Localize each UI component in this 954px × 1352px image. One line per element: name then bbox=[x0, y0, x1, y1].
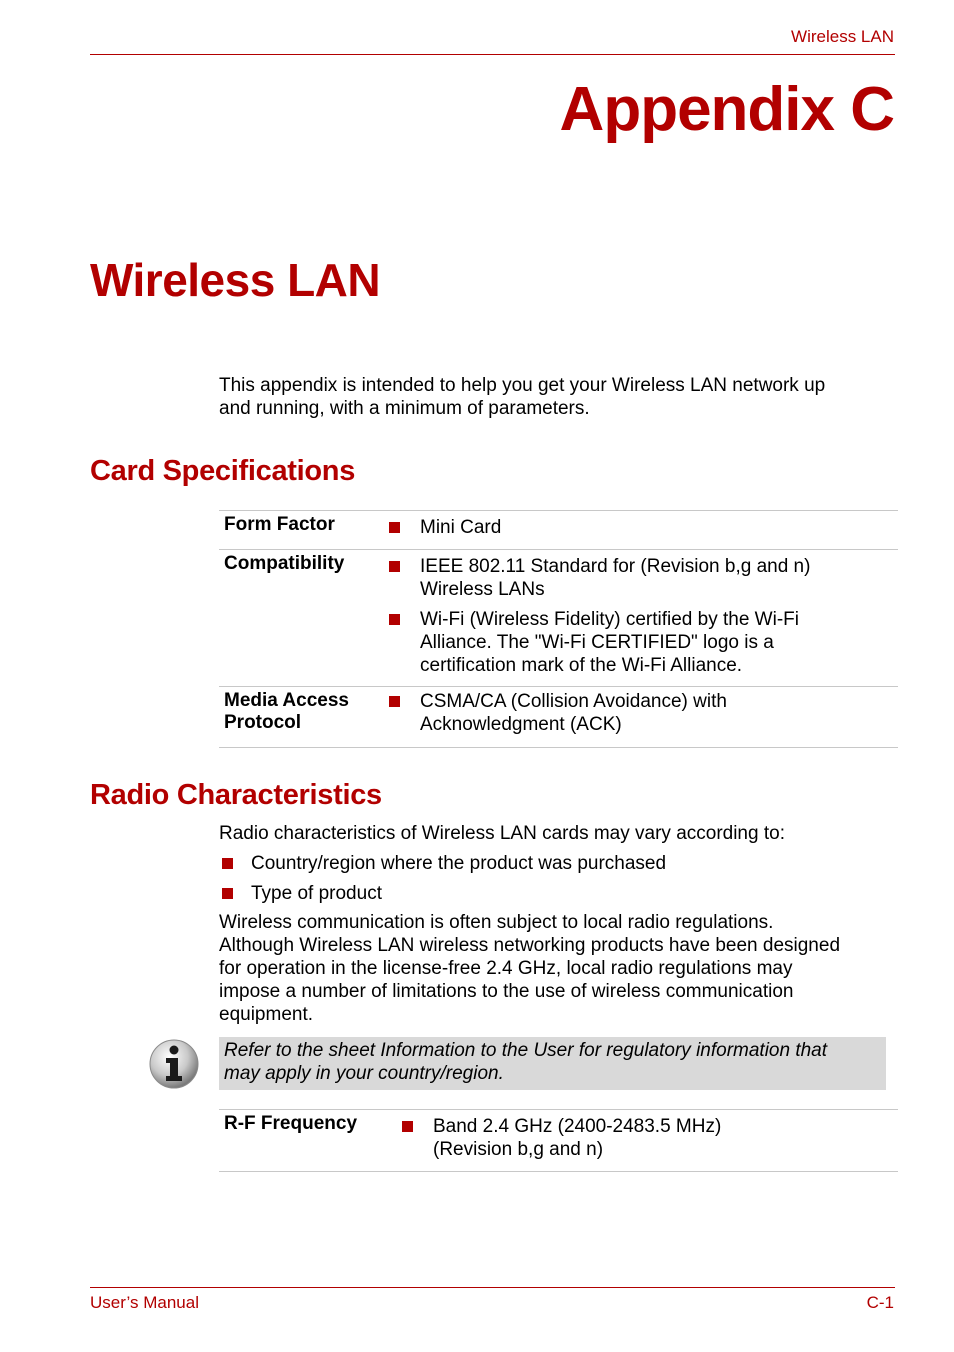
card-spec-table bbox=[219, 510, 898, 748]
spec-item: Wi-Fi (Wireless Fidelity) certified by the Wi-Fi Alliance. The "Wi-Fi CERTIFIED" logo is a certification mark of the Wi-Fi Alliance. bbox=[389, 608, 898, 677]
intro-line: This appendix is intended to help you get your Wireless LAN network up bbox=[219, 375, 826, 396]
square-bullet-icon bbox=[402, 1121, 413, 1132]
spec-row-rf-frequency bbox=[219, 1109, 898, 1172]
footer-rule bbox=[90, 1287, 895, 1288]
spec-label: Form Factor bbox=[224, 514, 335, 535]
intro-paragraph bbox=[219, 374, 899, 420]
square-bullet-icon bbox=[389, 522, 400, 533]
spec-label: Media Access Protocol bbox=[224, 690, 349, 733]
square-bullet-icon bbox=[389, 614, 400, 625]
info-icon bbox=[148, 1038, 200, 1090]
spec-row-form-factor bbox=[219, 510, 898, 549]
radio-intro: Radio characteristics of Wireless LAN cards may vary according to: bbox=[219, 823, 785, 844]
spec-row-compatibility bbox=[219, 549, 898, 686]
rf-frequency-table bbox=[219, 1109, 898, 1172]
appendix-title: Appendix C bbox=[559, 75, 894, 144]
running-header: Wireless LAN bbox=[791, 27, 894, 46]
list-item: Type of product bbox=[219, 882, 899, 912]
header-rule bbox=[90, 54, 895, 55]
chapter-title: Wireless LAN bbox=[90, 254, 381, 306]
spec-item: CSMA/CA (Collision Avoidance) with Acknowledgment (ACK) bbox=[389, 690, 898, 736]
square-bullet-icon bbox=[222, 858, 233, 869]
spec-item: Band 2.4 GHz (2400-2483.5 MHz) (Revision b,g and n) bbox=[402, 1115, 898, 1161]
footer-manual-title: User’s Manual bbox=[90, 1293, 199, 1312]
page-number: C-1 bbox=[866, 1293, 894, 1312]
list-item: Country/region where the product was purchased bbox=[219, 852, 899, 882]
spec-row-media-access-protocol bbox=[219, 686, 898, 748]
spec-label: Compatibility bbox=[224, 553, 345, 574]
square-bullet-icon bbox=[389, 696, 400, 707]
radio-characteristics-heading: Radio Characteristics bbox=[90, 779, 382, 811]
intro-line: and running, with a minimum of parameters. bbox=[219, 398, 590, 419]
card-specifications-heading: Card Specifications bbox=[90, 455, 356, 487]
radio-bullet-list bbox=[219, 852, 899, 912]
square-bullet-icon bbox=[222, 888, 233, 899]
spec-item: Mini Card bbox=[389, 516, 898, 539]
radio-paragraph: Wireless communication is often subject to local radio regulations. Although Wireless LAN wireless networking products have been designed for operation in the license-free 2.4 GHz, local radio regulations may impose a number of limitations to the use of wireless communication equipment. bbox=[219, 912, 841, 1025]
spec-item: IEEE 802.11 Standard for (Revision b,g and n) Wireless LANs bbox=[389, 555, 898, 601]
spec-label: R-F Frequency bbox=[224, 1113, 358, 1134]
regulatory-note: Refer to the sheet Information to the User for regulatory information that may apply in your country/region. bbox=[219, 1037, 886, 1090]
square-bullet-icon bbox=[389, 561, 400, 572]
